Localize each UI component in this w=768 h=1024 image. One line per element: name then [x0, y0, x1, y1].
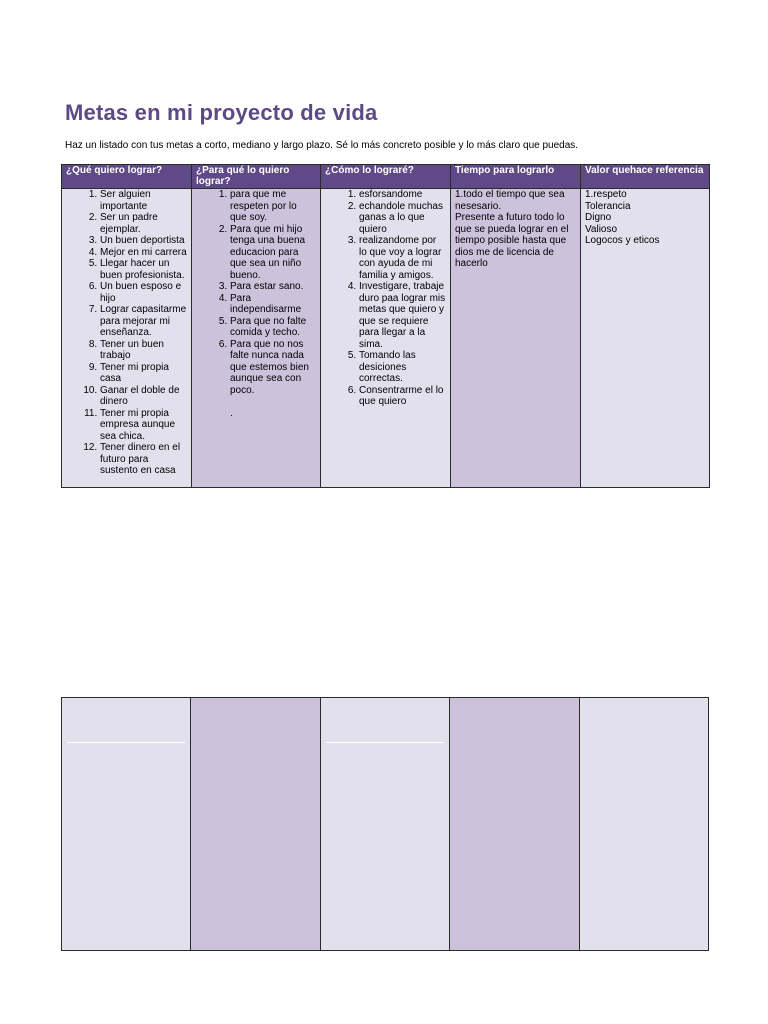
- header-values: Valor quehace referencia: [581, 165, 710, 189]
- list-item: 1. para que me respeten por lo que soy.: [230, 189, 316, 224]
- instructions-text: Haz un listado con tus metas a corto, mediano y largo plazo. Sé lo más concreto posible y lo más claro que puedas.: [65, 140, 579, 151]
- list-item: 3. realizandome por lo que voy a lograr con ayuda de mi familia y amigos.: [359, 235, 446, 281]
- list-item: 2. echandole muchas ganas a lo que quiero: [359, 201, 446, 236]
- why-list: [196, 189, 316, 396]
- page-title: Metas en mi proyecto de vida: [65, 100, 378, 125]
- empty-table: [61, 697, 709, 951]
- list-item: 9. Tener mi propia casa: [100, 362, 187, 385]
- goals-table: [61, 164, 710, 488]
- list-item: 4. Investigare, trabaje duro paa lograr mis metas que quiero y que se requiere para llegar a la sima.: [359, 281, 446, 350]
- list-item: 6. Un buen esposo e hijo: [100, 281, 187, 304]
- empty-cell: [579, 698, 708, 951]
- time-text: [455, 189, 576, 270]
- table-row: [62, 698, 709, 951]
- what-list: [66, 189, 187, 477]
- value-line: Tolerancia: [585, 200, 631, 212]
- time-line: 1.todo el tiempo que sea nesesario.: [455, 189, 565, 212]
- list-item: 6. Consentrarme el lo que quiero: [359, 385, 446, 408]
- list-item: 5. Llegar hacer un buen profesionista.: [100, 258, 187, 281]
- cell-time: [451, 189, 581, 488]
- list-item: 2. Para que mi hijo tenga una buena educacion para que sea un niño bueno.: [230, 224, 316, 282]
- value-line: Valioso: [585, 223, 618, 235]
- empty-cell: [62, 698, 191, 951]
- list-item: 4. Para independisarme: [230, 293, 316, 316]
- cell-what: [62, 189, 192, 488]
- list-item: 10. Ganar el doble de dinero: [100, 385, 187, 408]
- cell-values: [581, 189, 710, 488]
- cell-how: [321, 189, 451, 488]
- empty-cell: [191, 698, 320, 951]
- header-why: ¿Para qué lo quiero lograr?: [192, 165, 321, 189]
- list-item: 3. Para estar sano.: [230, 281, 316, 293]
- header-time: Tiempo para lograrlo: [451, 165, 581, 189]
- empty-cell: [450, 698, 579, 951]
- time-line: Presente a futuro todo lo que se pueda lograr en el tiempo posible hasta que dios me de licencia de hacerlo: [455, 212, 569, 269]
- list-item: 5. Tomando las desiciones correctas.: [359, 350, 446, 385]
- list-item: 8. Tener un buen trabajo: [100, 339, 187, 362]
- empty-cell: [320, 698, 449, 951]
- list-item: 4. Mejor en mi carrera: [100, 247, 187, 259]
- value-line: Logocos y eticos: [585, 235, 660, 246]
- list-item: 12. Tener dinero en el futuro para sustento en casa: [100, 442, 187, 477]
- divider: [67, 742, 185, 743]
- list-item: 6. Para que no nos falte nunca nada que estemos bien aunque sea con poco.: [230, 339, 316, 397]
- values-text: [585, 189, 705, 247]
- list-item: 3. Un buen deportista: [100, 235, 187, 247]
- how-list: [325, 189, 446, 408]
- trailing-period: .: [230, 408, 233, 419]
- list-item: 11. Tener mi propia empresa aunque sea chica.: [100, 408, 187, 443]
- list-item: 7. Lograr capasitarme para mejorar mi enseñanza.: [100, 304, 187, 339]
- list-item: 1. esforsandome: [359, 189, 446, 201]
- table-header-row: [62, 165, 710, 189]
- divider: [326, 742, 444, 743]
- table-row: [62, 189, 710, 488]
- header-how: ¿Cómo lo lograré?: [321, 165, 451, 189]
- cell-why: [192, 189, 321, 488]
- value-line: 1.respeto: [585, 189, 627, 200]
- header-what: ¿Qué quiero lograr?: [62, 165, 192, 189]
- value-line: Digno: [585, 212, 612, 223]
- list-item: 5. Para que no falte comida y techo.: [230, 316, 316, 339]
- list-item: 1. Ser alguien importante: [100, 189, 187, 212]
- list-item: 2. Ser un padre ejemplar.: [100, 212, 187, 235]
